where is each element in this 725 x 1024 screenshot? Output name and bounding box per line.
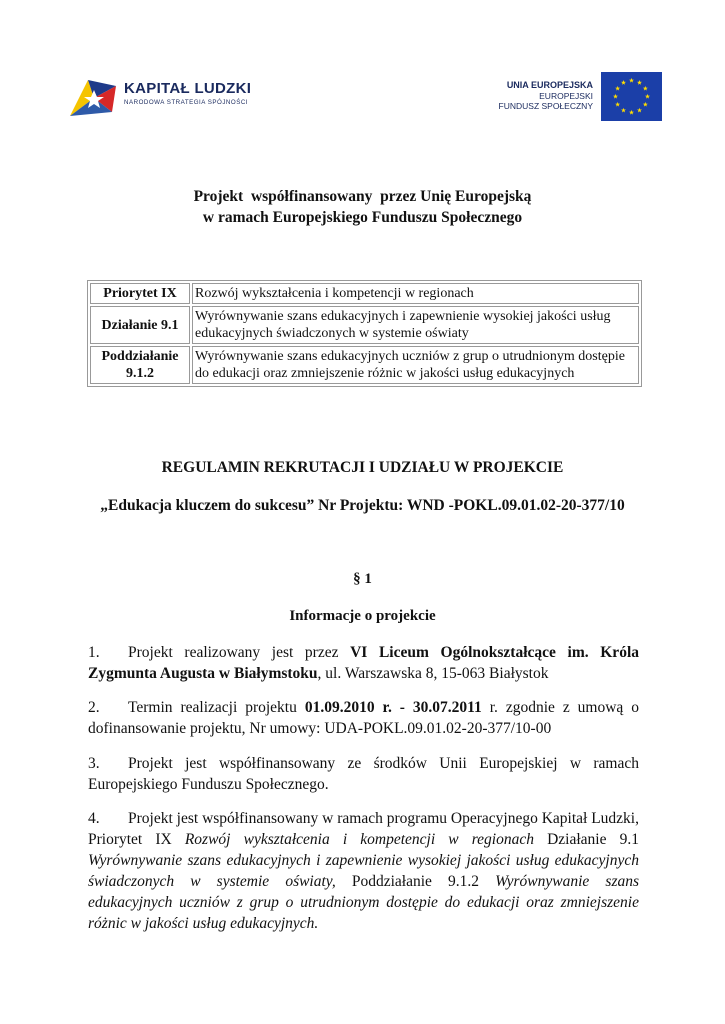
item-number: 3. [88, 755, 100, 772]
table-row [90, 346, 639, 384]
eu-text-block [499, 80, 593, 112]
subaction-name: Wyrównywanie szans edukacyjnych uczniów z grup o utrudnionym dostępie do edukacji oraz zmniejszenie różnic w jakości usług edukacyjnych. [88, 873, 640, 932]
item-number: 1. [88, 644, 100, 661]
eu-flag-icon [601, 72, 662, 121]
item-text: Projekt jest współfinansowany ze środków Unii Europejskiej w ramach Europejskiego Funduszu Społecznego. [88, 755, 639, 793]
item-number: 2. [88, 699, 100, 716]
subaction-label: Poddziałanie 9.1.2 [90, 346, 190, 384]
project-name: „Edukacja kluczem do sukcesu” Nr Projektu: WND -POKL.09.01.02-20-377/10 [100, 497, 625, 514]
school-name: VI Liceum Ogólnokształcące im. Króla Zygmunta Augusta w Białymstoku [88, 644, 639, 682]
item-number: 4. [88, 810, 100, 827]
list-item [88, 697, 639, 739]
item-text: r. zgodnie z umową o dofinansowanie projektu, Nr umowy: UDA-POKL.09.01.02-20-377/10-00 [88, 699, 639, 737]
item-text: , ul. Warszawska 8, 15-063 Białystok [317, 665, 549, 682]
section-title: Informacje o projekcie [289, 608, 436, 624]
list-item [88, 642, 639, 684]
action-text: Wyrównywanie szans edukacyjnych i zapewnienie wysokiej jakości usług edukacyjnych świadczonych w systemie oświaty [192, 306, 639, 344]
priority-label: Priorytet IX [90, 283, 190, 304]
cofinancing-line-1: Projekt współfinansowany przez Unię Europejską [193, 188, 532, 205]
project-dates: 01.09.2010 r. - 30.07.2011 [304, 699, 482, 716]
eu-line-3: FUNDUSZ SPOŁECZNY [498, 101, 593, 111]
item-text: Termin realizacji projektu [128, 699, 305, 716]
subaction-text: Wyrównywanie szans edukacyjnych uczniów z grup o utrudnionym dostępie do edukacji oraz zmniejszenie różnic w jakości usług edukacyjnych [192, 346, 639, 384]
item-text: Projekt realizowany jest przez [128, 644, 351, 661]
document-title: REGULAMIN REKRUTACJI I UDZIAŁU W PROJEKCIE [161, 459, 564, 476]
cofinancing-line-2: w ramach Europejskiego Funduszu Społecznego [202, 209, 523, 226]
action-label: Działanie 9.1 [90, 306, 190, 344]
cofinancing-statement [0, 186, 725, 228]
eu-line-2: EUROPEJSKI [539, 90, 593, 101]
section-number: § 1 [353, 571, 372, 587]
item-text: Działanie 9.1 [533, 831, 639, 848]
action-name: Wyrównywanie szans edukacyjnych i zapewnienie wysokiej jakości usług edukacyjnych świadczonych w systemie oświaty, [88, 852, 639, 890]
priority-name: Rozwój wykształcenia i kompetencji w regionach [184, 831, 534, 848]
kapital-ludzki-subtitle: NARODOWA STRATEGIA SPÓJNOŚCI [124, 99, 249, 106]
priority-text: Rozwój wykształcenia i kompetencji w regionach [192, 283, 639, 304]
programme-table [87, 280, 642, 387]
kapital-ludzki-title: KAPITAŁ LUDZKI [124, 80, 252, 97]
list-item [88, 753, 639, 795]
table-row [90, 306, 639, 344]
item-text: Poddziałanie 9.1.2 [335, 873, 496, 890]
eu-line-1: UNIA EUROPEJSKA [506, 80, 593, 90]
list-item [88, 808, 639, 934]
item-text: Projekt jest współfinansowany w ramach programu Operacyjnego Kapitał Ludzki, Priorytet IX [88, 810, 639, 848]
table-row [90, 283, 639, 304]
